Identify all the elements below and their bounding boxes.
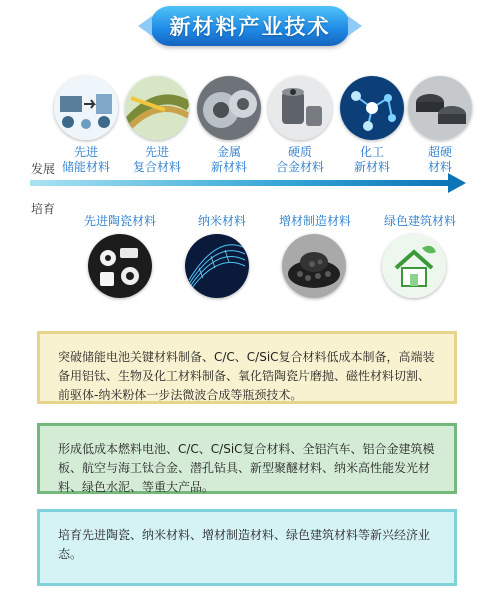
develop-label-6: 超硬 材料: [427, 145, 452, 174]
cultivate-side-label: 培育: [31, 202, 56, 216]
cultivate-label-2: 纳米材料: [197, 214, 246, 228]
breakthrough-text: 突破储能电池关键材料制备、C/C、C/SiC复合材料低成本制备，高端装备用铝钛、生物及化工材料制备、氧化锆陶瓷片磨抛、磁性材料切割、前驱体-纳米粉体一步法微波合成等瓶颈技术。: [58, 350, 435, 402]
develop-label-4: 硬质 合金材料: [275, 145, 324, 174]
title-banner: [150, 6, 350, 46]
green-house-image: [382, 234, 446, 298]
cultivate-label-1: 先进陶瓷材料: [83, 214, 156, 228]
page-title: 新材料产业技术: [169, 15, 331, 39]
hard-alloy-image: [268, 76, 332, 140]
breakthrough-box: [37, 331, 457, 404]
products-box: [37, 423, 457, 494]
develop-label-3: 金属 新材料: [210, 145, 247, 174]
cultivate-box: [37, 509, 457, 586]
develop-side-label: 发展: [31, 162, 56, 176]
develop-label-5: 化工 新材料: [353, 145, 390, 174]
cultivate-text: 培育先进陶瓷、纳米材料、增材制造材料、绿色建筑材料等新兴经济业态。: [58, 528, 431, 561]
metal-coil-image: [197, 76, 261, 140]
timeline-arrow: [30, 180, 450, 186]
chemical-molecule-image: [340, 76, 404, 140]
develop-label-2: 先进 复合材料: [132, 145, 181, 174]
arrow-head-icon: [448, 173, 466, 193]
metal-powder-image: [282, 234, 346, 298]
battery-materials-image: [54, 76, 118, 140]
ceramic-parts-image: [88, 234, 152, 298]
superhard-discs-image: [408, 76, 472, 140]
cultivate-label-4: 绿色建筑材料: [383, 214, 456, 228]
products-text: 形成低成本燃料电池、C/C、C/SiC复合材料、全铝汽车、铝合金建筑模板、航空与海工钛合金、潜孔钻具、新型聚醚材料、纳米高性能发光材料、绿色水泥、等重大产品。: [58, 442, 435, 494]
cultivate-label-3: 增材制造材料: [278, 214, 351, 228]
composite-materials-image: [125, 76, 189, 140]
develop-label-1: 先进 储能材料: [61, 145, 110, 174]
nanotube-image: [185, 234, 249, 298]
